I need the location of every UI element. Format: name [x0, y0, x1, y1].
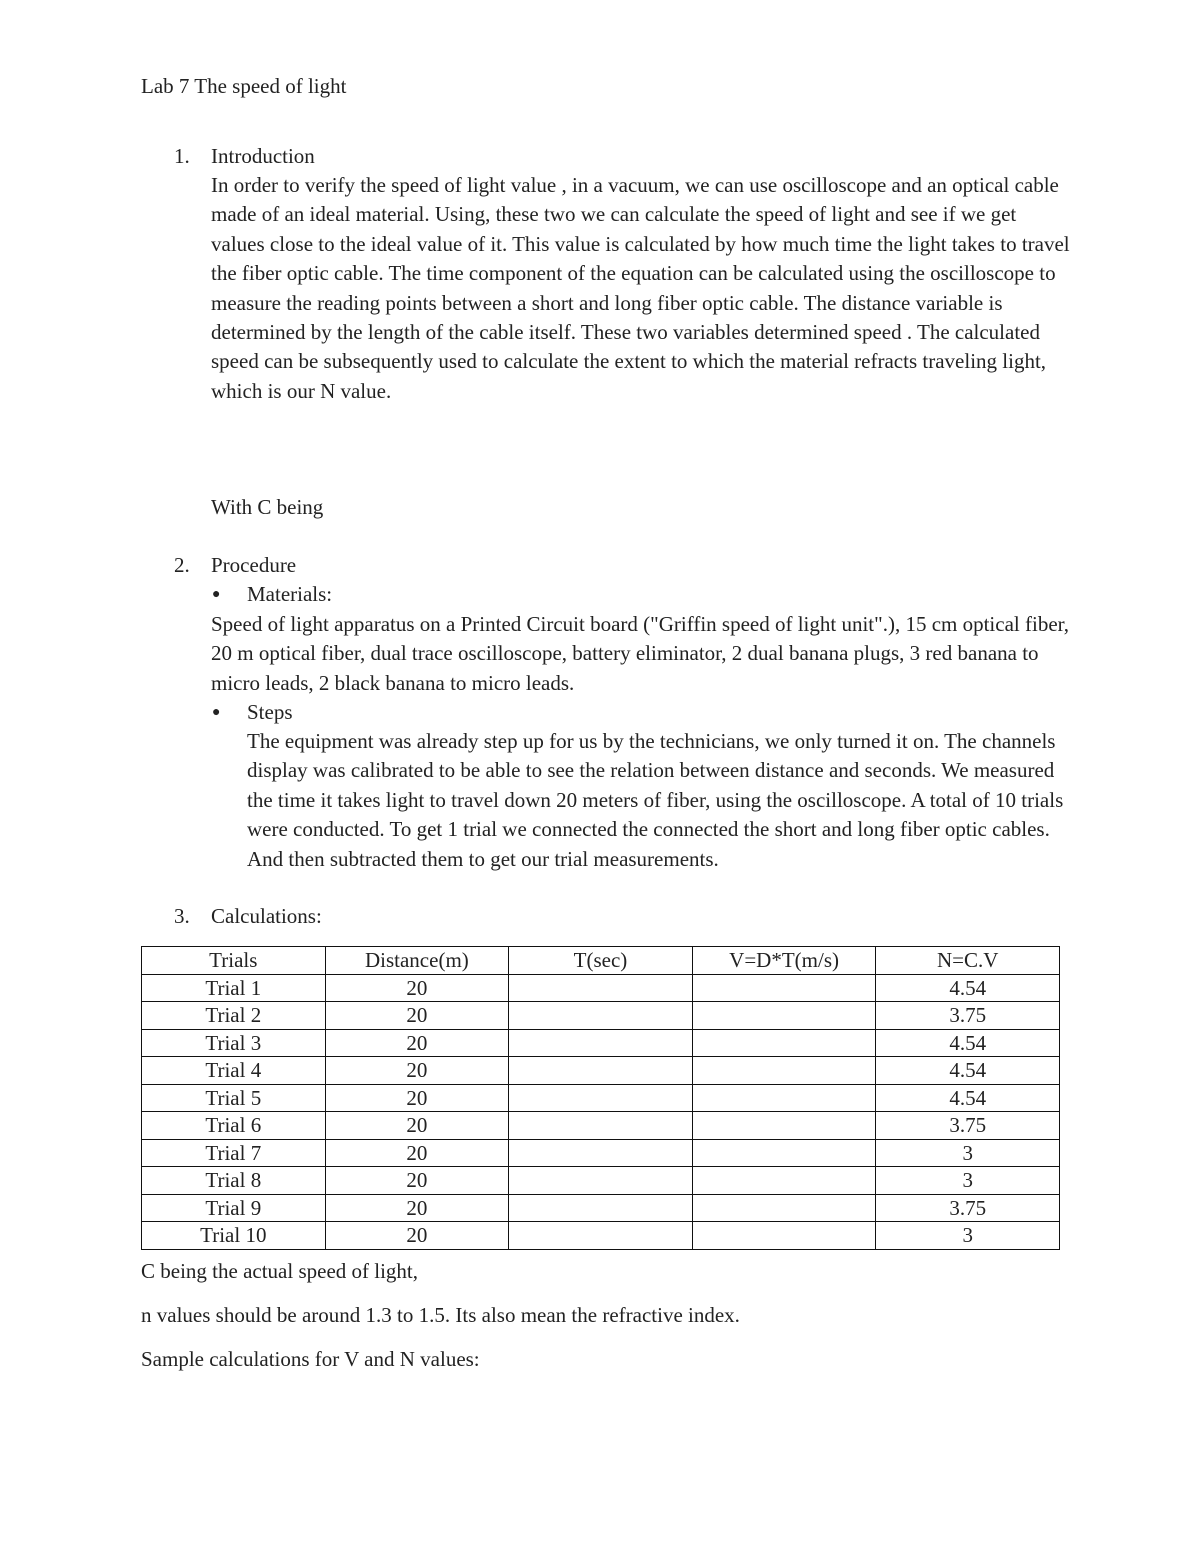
table-row: [142, 1057, 1060, 1085]
time-cell: [509, 1112, 693, 1140]
table-row: [142, 1222, 1060, 1250]
table-row: [142, 1084, 1060, 1112]
time-cell: [509, 1194, 693, 1222]
trial-cell: Trial 2: [142, 1002, 326, 1030]
n-value-cell: 3.75: [876, 1194, 1060, 1222]
distance-cell: 20: [325, 1029, 509, 1057]
table-row: [142, 1112, 1060, 1140]
table-row: [142, 1002, 1060, 1030]
n-value-cell: 3: [876, 1139, 1060, 1167]
section-heading-procedure: Procedure: [211, 553, 297, 577]
velocity-cell: [692, 1029, 876, 1057]
trial-cell: Trial 5: [142, 1084, 326, 1112]
n-value-cell: 4.54: [876, 1057, 1060, 1085]
trial-cell: Trial 3: [142, 1029, 326, 1057]
trial-cell: Trial 4: [142, 1057, 326, 1085]
section-number-calculations: 3.: [174, 904, 190, 928]
trial-cell: Trial 10: [142, 1222, 326, 1250]
bullet-icon: ●: [212, 705, 221, 720]
c-being-actual-text: C being the actual speed of light,: [141, 1259, 419, 1283]
time-cell: [509, 1057, 693, 1085]
n-value-cell: 4.54: [876, 1029, 1060, 1057]
distance-cell: 20: [325, 1002, 509, 1030]
n-value-cell: 4.54: [876, 1084, 1060, 1112]
intro-paragraph: In order to verify the speed of light value , in a vacuum, we can use oscilloscope and an optical cable made of an ideal material. Using, these two we can calculate the speed of light and see if we get values close to the ideal value of it. This value is calculated by how much time the light takes to travel the fiber optic cable. The time component of the equation can be calculated using the oscilloscope to measure the reading points between a short and long fiber optic cable. The distance variable is determined by the length of the cable itself. These two variables determined speed . The calculated speed can be subsequently used to calculate the extent to which the material refracts traveling light, which is our N value.: [211, 173, 1070, 403]
n-values-text: n values should be around 1.3 to 1.5. Its also mean the refractive index.: [141, 1303, 740, 1327]
header-distance: Distance(m): [325, 947, 509, 975]
calculations-table: [141, 946, 1060, 1250]
velocity-cell: [692, 1194, 876, 1222]
velocity-cell: [692, 1222, 876, 1250]
trial-cell: Trial 8: [142, 1167, 326, 1195]
table-header-row: [142, 947, 1060, 975]
header-time: T(sec): [509, 947, 693, 975]
trial-cell: Trial 9: [142, 1194, 326, 1222]
document-title: Lab 7 The speed of light: [141, 74, 347, 98]
table-row: [142, 974, 1060, 1002]
time-cell: [509, 1222, 693, 1250]
distance-cell: 20: [325, 1057, 509, 1085]
velocity-cell: [692, 1167, 876, 1195]
steps-label: Steps: [247, 700, 293, 724]
distance-cell: 20: [325, 1222, 509, 1250]
n-value-cell: 3: [876, 1222, 1060, 1250]
distance-cell: 20: [325, 1112, 509, 1140]
velocity-cell: [692, 1139, 876, 1167]
n-value-cell: 3.75: [876, 1112, 1060, 1140]
distance-cell: 20: [325, 974, 509, 1002]
velocity-cell: [692, 1002, 876, 1030]
section-heading-calculations: Calculations:: [211, 904, 322, 928]
table-row: [142, 1139, 1060, 1167]
distance-cell: 20: [325, 1167, 509, 1195]
distance-cell: 20: [325, 1084, 509, 1112]
velocity-cell: [692, 1084, 876, 1112]
velocity-cell: [692, 1112, 876, 1140]
velocity-cell: [692, 1057, 876, 1085]
steps-paragraph: The equipment was already step up for us by the technicians, we only turned it on. The channels display was calibrated to be able to see the relation between distance and seconds. We measured the time it takes light to travel down 20 meters of fiber, using the oscilloscope. A total of 10 trials were conducted. To get 1 trial we connected the connected the short and long fiber optic cables. And then subtracted them to get our trial measurements.: [247, 729, 1064, 871]
header-velocity: V=D*T(m/s): [692, 947, 876, 975]
sample-calculations-text: Sample calculations for V and N values:: [141, 1347, 480, 1371]
trial-cell: Trial 7: [142, 1139, 326, 1167]
section-heading-intro: Introduction: [211, 144, 315, 168]
header-trials: Trials: [142, 947, 326, 975]
time-cell: [509, 1029, 693, 1057]
section-number-intro: 1.: [174, 144, 190, 168]
table-row: [142, 1194, 1060, 1222]
header-n-value: N=C.V: [876, 947, 1060, 975]
time-cell: [509, 1139, 693, 1167]
bullet-icon: ●: [212, 587, 221, 602]
section-number-procedure: 2.: [174, 553, 190, 577]
distance-cell: 20: [325, 1139, 509, 1167]
materials-label: Materials:: [247, 582, 333, 606]
velocity-cell: [692, 974, 876, 1002]
table-row: [142, 1167, 1060, 1195]
time-cell: [509, 1167, 693, 1195]
distance-cell: 20: [325, 1194, 509, 1222]
n-value-cell: 4.54: [876, 974, 1060, 1002]
c-being-note: With C being: [211, 495, 324, 519]
time-cell: [509, 974, 693, 1002]
table-row: [142, 1029, 1060, 1057]
time-cell: [509, 1002, 693, 1030]
trial-cell: Trial 1: [142, 974, 326, 1002]
time-cell: [509, 1084, 693, 1112]
trial-cell: Trial 6: [142, 1112, 326, 1140]
n-value-cell: 3.75: [876, 1002, 1060, 1030]
materials-paragraph: Speed of light apparatus on a Printed Circuit board ("Griffin speed of light unit".), 15 cm optical fiber, 20 m optical fiber, dual trace oscilloscope, battery eliminator, 2 dual banana plugs, 3 red banana to micro leads, 2 black banana to micro leads.: [211, 612, 1070, 695]
n-value-cell: 3: [876, 1167, 1060, 1195]
